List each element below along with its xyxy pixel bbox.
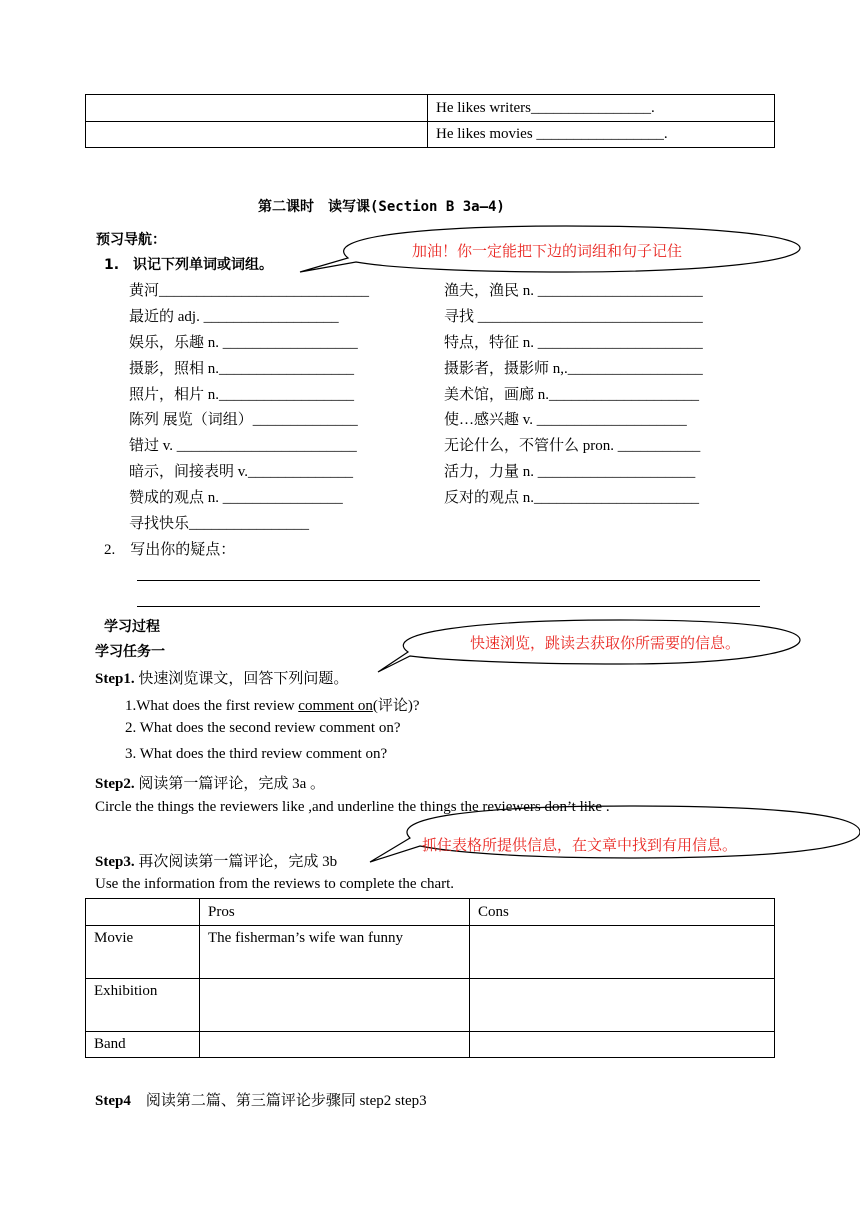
table-header-cell [86,899,200,926]
cons-cell [470,979,775,1032]
vocab-item: 娱乐，乐趣 n. __________________ [129,335,358,351]
cons-cell [470,1032,775,1058]
row-label: Band [86,1032,200,1058]
question-1 [125,694,420,715]
table-header-cell: Pros [200,899,470,926]
answer-line [137,580,760,581]
task-heading: 学习任务一 [95,644,165,660]
vocab-item: 摄影者，摄影师 n,.__________________ [444,361,703,377]
vocab-item: 赞成的观点 n. ________________ [129,490,343,506]
table-header-row [86,899,775,926]
pros-cell [200,1032,470,1058]
vocab-item: 暗示，间接表明 v.______________ [129,464,354,480]
vocab-item: 黄河____________________________ [129,283,370,299]
vocab-item: 美术馆，画廊 n.____________________ [444,387,700,403]
vocab-item: 无论什么，不管什么 pron. ___________ [444,438,701,454]
vocab-item: 特点，特征 n. ______________________ [444,335,703,351]
process-heading: 学习过程 [104,619,160,635]
preview-item-2: 2. 写出你的疑点： [104,542,236,558]
vocab-item: 错过 v. ________________________ [129,438,357,454]
step3-instruction: Use the information from the reviews to complete the chart. [95,876,455,892]
table-cell: He likes movies _________________. [428,122,775,148]
step4-text: 阅读第二篇、第三篇评论步骤同 step2 step3 [130,1093,427,1109]
step1-line [95,667,348,688]
question-2: 2. What does the second review comment on? [125,720,401,736]
row-label: Exhibition [86,979,200,1032]
table-row [86,1032,775,1058]
step1-text: 快速浏览课文，回答下列问题。 [134,671,349,687]
vocab-item: 寻找 ______________________________ [444,309,703,325]
step2-text: 阅读第一篇评论，完成 3a 。 [134,776,326,792]
step2-instruction: Circle the things the reviewers like ,and underline the things the reviewers don’t like . [95,799,610,815]
vocab-item: 渔夫，渔民 n. ______________________ [444,283,703,299]
table-cell: He likes writers________________. [428,95,775,122]
step4-label: Step4 [95,1093,131,1109]
pros-cell [200,979,470,1032]
callout-text-1: 加油！你一定能把下边的词组和句子记住 [412,244,683,260]
pros-cell: The fisherman’s wife wan funny [200,926,470,979]
vocab-item: 最近的 adj. __________________ [129,309,339,325]
cons-cell [470,926,775,979]
table-row [86,979,775,1032]
question-1-a: 1.What does the first review [125,698,299,714]
step1-label: Step1. [95,671,135,687]
row-label: Movie [86,926,200,979]
vocab-item: 陈列 展览（词组）______________ [129,412,358,428]
step4-line [95,1089,427,1110]
step3-text: 再次阅读第一篇评论，完成 3b [134,854,338,870]
answer-line [137,606,760,607]
preview-heading: 预习导航： [96,232,166,248]
vocab-item: 活力，力量 n. _____________________ [444,464,696,480]
table-row [86,926,775,979]
step3-label: Step3. [95,854,135,870]
callout-text-2: 快速浏览，跳读去获取你所需要的信息。 [470,636,741,652]
vocab-item: 反对的观点 n.______________________ [444,490,700,506]
step2-label: Step2. [95,776,135,792]
vocab-item: 照片，相片 n.__________________ [129,387,355,403]
question-1-b: comment on [298,698,373,714]
table-header-cell: Cons [470,899,775,926]
preview-item-1: 1. 识记下列单词或词组。 [104,257,274,273]
callout-text-3: 抓住表格所提供信息，在文章中找到有用信息。 [422,838,738,854]
step3-line [95,850,337,871]
question-1-c: (评论)? [372,698,420,714]
vocab-item: 寻找快乐________________ [129,516,310,532]
question-3: 3. What does the third review comment on? [125,746,388,762]
lesson-title: 第二课时 读写课(Section B 3a—4) [258,199,505,215]
vocab-item: 使…感兴趣 v. ____________________ [444,412,687,428]
pros-cons-table [85,898,775,1058]
vocab-item: 摄影，照相 n.__________________ [129,361,355,377]
step2-line [95,772,325,793]
